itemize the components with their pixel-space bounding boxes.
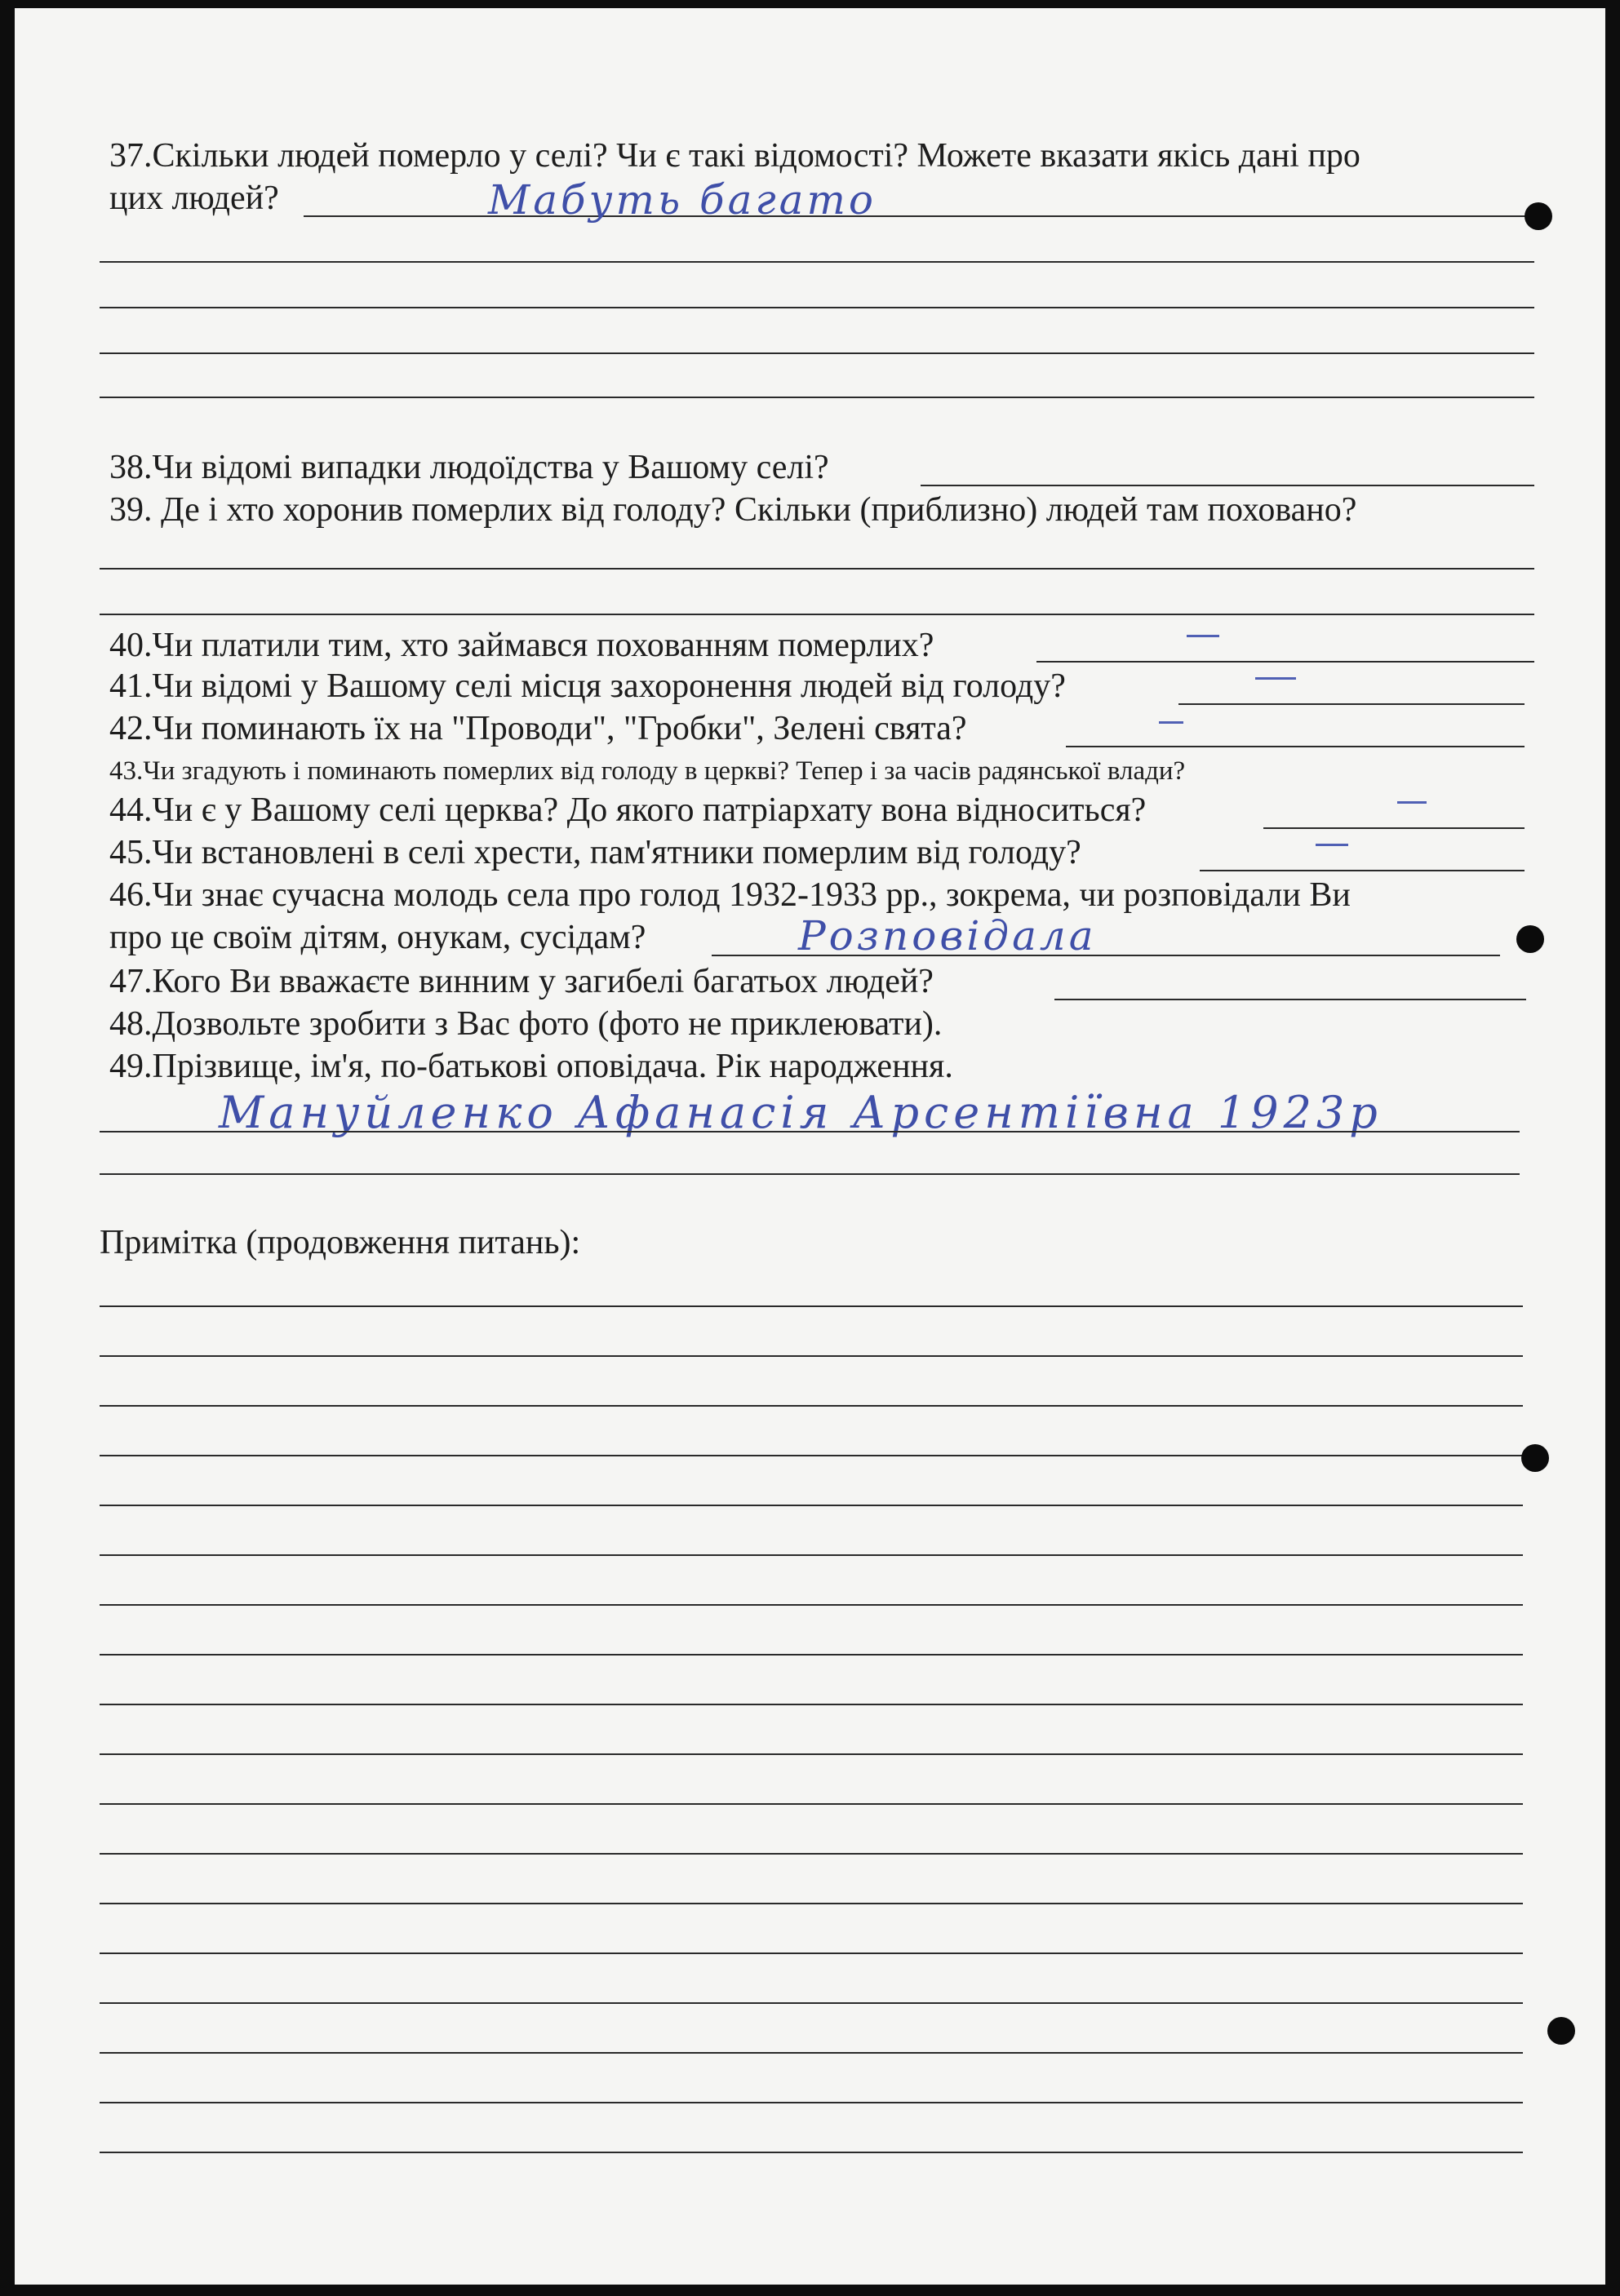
answer-line bbox=[100, 568, 1534, 570]
handwritten-answer-49: Мануйленко Афанасія Арсентіївна 1923р bbox=[219, 1087, 1383, 1138]
question-46-line-1: 46.Чи знає сучасна молодь села про голод 1932-1933 рр., зокрема, чи розповідали Ви bbox=[109, 876, 1351, 914]
question-45: 45.Чи встановлені в селі хрести, пам'ятники померлим від голоду? bbox=[109, 834, 1081, 871]
answer-line bbox=[921, 485, 1534, 486]
answer-line bbox=[100, 1131, 1520, 1132]
note-line bbox=[100, 2002, 1523, 2004]
note-line bbox=[100, 1952, 1523, 1954]
question-37-line-2: цих людей? bbox=[109, 180, 279, 217]
answer-line bbox=[1054, 999, 1526, 1000]
handwritten-dash-40 bbox=[1187, 635, 1219, 637]
question-43: 43.Чи згадують і поминають померлих від голоду в церкві? Тепер і за часів радянської влади? bbox=[109, 756, 1186, 786]
answer-line bbox=[100, 614, 1534, 615]
note-line bbox=[100, 1405, 1523, 1407]
answer-line bbox=[100, 397, 1534, 398]
question-49: 49.Прізвище, ім'я, по-батькові оповідача. Рік народження. bbox=[109, 1048, 953, 1085]
answer-line bbox=[1263, 827, 1525, 829]
questionnaire-page bbox=[15, 8, 1605, 2285]
note-line bbox=[100, 1753, 1523, 1755]
note-line bbox=[100, 1604, 1523, 1606]
note-line bbox=[100, 2102, 1523, 2103]
question-37-line-1: 37.Скільки людей померло у селі? Чи є такі відомості? Можете вказати якісь дані про bbox=[109, 137, 1360, 175]
note-line bbox=[100, 1305, 1523, 1307]
note-line bbox=[100, 2052, 1523, 2054]
note-line bbox=[100, 1803, 1523, 1805]
note-label: Примітка (продовження питань): bbox=[100, 1224, 581, 1261]
note-line bbox=[100, 1903, 1523, 1904]
note-line bbox=[100, 2152, 1523, 2153]
question-47: 47.Кого Ви вважаєте винним у загибелі багатьох людей? bbox=[109, 963, 934, 1000]
answer-line bbox=[100, 261, 1534, 263]
note-line bbox=[100, 1654, 1523, 1656]
answer-line bbox=[1178, 703, 1525, 705]
note-line bbox=[100, 1554, 1523, 1556]
note-line bbox=[100, 1355, 1523, 1357]
answer-line bbox=[100, 1173, 1520, 1175]
question-41: 41.Чи відомі у Вашому селі місця захоронення людей від голоду? bbox=[109, 667, 1066, 705]
question-46-line-2: про це своїм дітям, онукам, сусідам? bbox=[109, 919, 646, 956]
handwritten-dash-41 bbox=[1255, 677, 1296, 680]
answer-line bbox=[1200, 870, 1525, 871]
question-39: 39. Де і хто хоронив померлих від голоду? Скільки (приблизно) людей там поховано? bbox=[109, 491, 1357, 529]
binder-hole bbox=[1521, 1444, 1549, 1472]
question-40: 40.Чи платили тим, хто займався похованням померлих? bbox=[109, 627, 934, 664]
note-line bbox=[100, 1455, 1523, 1456]
handwritten-dash-42 bbox=[1159, 721, 1183, 724]
note-line bbox=[100, 1704, 1523, 1705]
handwritten-answer-46: Розповідала bbox=[798, 912, 1097, 960]
question-44: 44.Чи є у Вашому селі церква? До якого патріархату вона відноситься? bbox=[109, 791, 1147, 829]
binder-hole bbox=[1547, 2017, 1575, 2045]
question-38: 38.Чи відомі випадки людоїдства у Вашому селі? bbox=[109, 449, 829, 486]
handwritten-dash-44 bbox=[1397, 801, 1427, 804]
question-42: 42.Чи поминають їх на "Проводи", "Гробки", Зелені свята? bbox=[109, 710, 967, 747]
answer-line bbox=[100, 352, 1534, 354]
note-line bbox=[100, 1853, 1523, 1855]
handwritten-dash-45 bbox=[1316, 844, 1348, 846]
binder-hole bbox=[1516, 925, 1544, 953]
answer-line bbox=[1036, 661, 1534, 663]
answer-line bbox=[1066, 746, 1525, 747]
binder-hole bbox=[1525, 202, 1552, 230]
answer-line bbox=[100, 307, 1534, 308]
handwritten-answer-37: Мабуть багато bbox=[488, 176, 877, 224]
question-48: 48.Дозвольте зробити з Вас фото (фото не приклеювати). bbox=[109, 1005, 943, 1043]
note-line bbox=[100, 1505, 1523, 1506]
